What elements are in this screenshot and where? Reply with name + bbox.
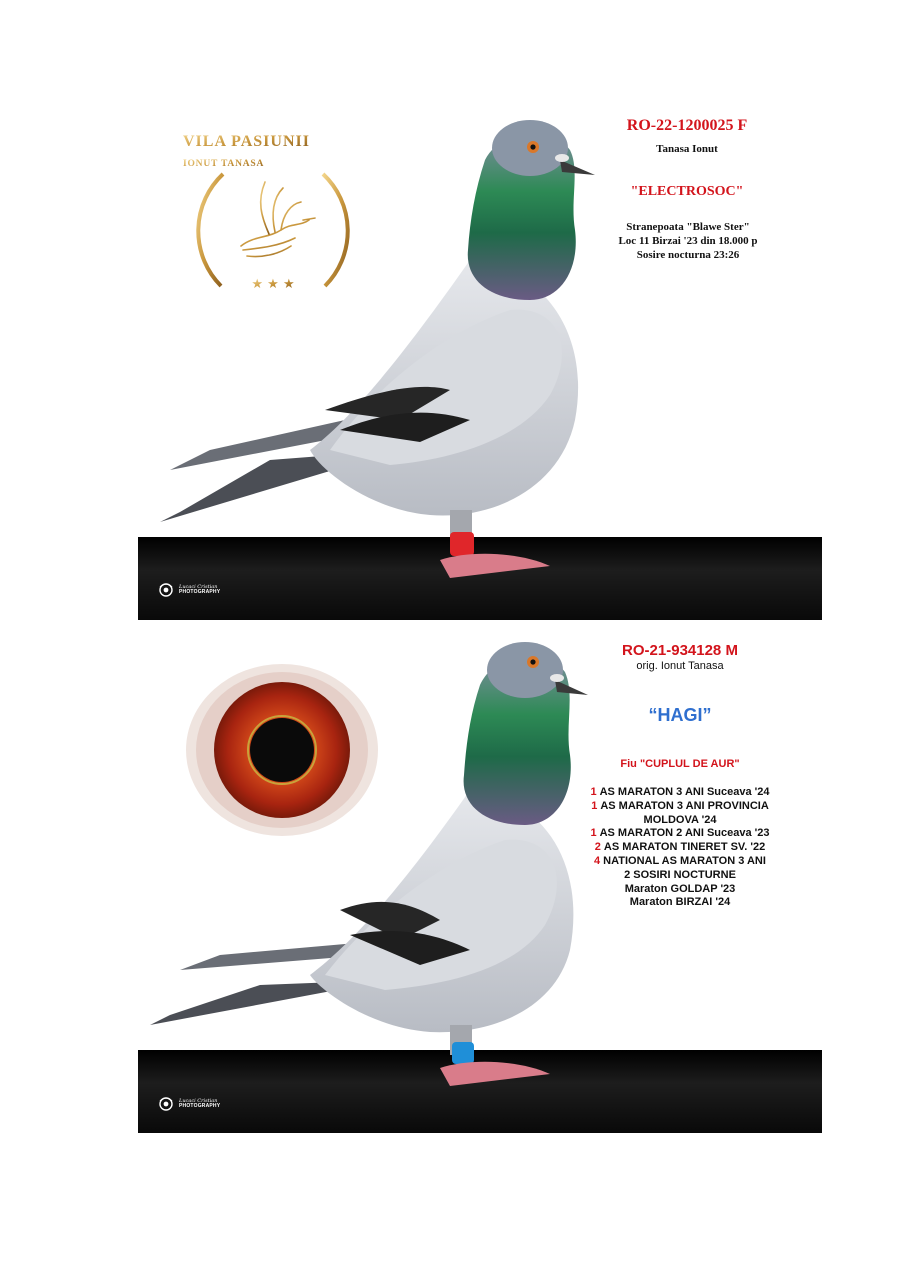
logo-bottom-text: IONUT TANASA bbox=[183, 159, 265, 169]
bird2-name: “HAGI” bbox=[648, 705, 712, 725]
bird2-ring: RO-21-934128 M bbox=[622, 642, 738, 659]
result-line: Maraton GOLDAP '23 bbox=[624, 882, 736, 895]
bird2-origin: orig. Ionut Tanasa bbox=[636, 660, 724, 672]
bird1-detail: Stranepoata "Blawe Ster" bbox=[626, 221, 750, 233]
leg-ring-2 bbox=[452, 1042, 474, 1064]
leg-ring-1 bbox=[450, 532, 474, 556]
bird1-detail: Sosire nocturna 23:26 bbox=[636, 249, 740, 261]
pigeon-photo-2 bbox=[150, 640, 610, 1100]
photographer-label: PHOTOGRAPHY bbox=[179, 589, 221, 595]
photographer-label: PHOTOGRAPHY bbox=[179, 1103, 221, 1109]
result-line: 1 AS MARATON 2 ANI Suceava '23 bbox=[590, 827, 770, 840]
result-line: 2 SOSIRI NOCTURNE bbox=[624, 868, 736, 881]
pigeon-photo-1 bbox=[150, 120, 610, 590]
bird1-owner: Tanasa Ionut bbox=[656, 143, 718, 155]
result-line: 1 AS MARATON 3 ANI PROVINCIA bbox=[591, 799, 769, 812]
result-line: MOLDOVA '24 bbox=[643, 813, 717, 826]
logo-stars: ★ ★ ★ bbox=[251, 277, 295, 292]
bird1-detail: Loc 11 Birzai '23 din 18.000 p bbox=[618, 235, 758, 247]
bird1-ring: RO-22-1200025 F bbox=[626, 117, 748, 134]
result-line: 4 NATIONAL AS MARATON 3 ANI bbox=[594, 854, 766, 867]
bird1-name: "ELECTROSOC" bbox=[630, 184, 744, 199]
logo-top-text: VILA PASIUNII bbox=[183, 133, 310, 150]
result-line: 2 AS MARATON TINERET SV. '22 bbox=[594, 841, 766, 854]
result-line: Maraton BIRZAI '24 bbox=[629, 896, 731, 909]
photographer-signature: Lucaci Cristian bbox=[179, 584, 218, 590]
photographer-signature: Lucaci Cristian bbox=[179, 1098, 218, 1104]
bird2-results bbox=[575, 786, 785, 910]
bird2-parent: Fiu "CUPLUL DE AUR" bbox=[620, 758, 740, 770]
result-line: 1 AS MARATON 3 ANI Suceava '24 bbox=[590, 786, 770, 798]
